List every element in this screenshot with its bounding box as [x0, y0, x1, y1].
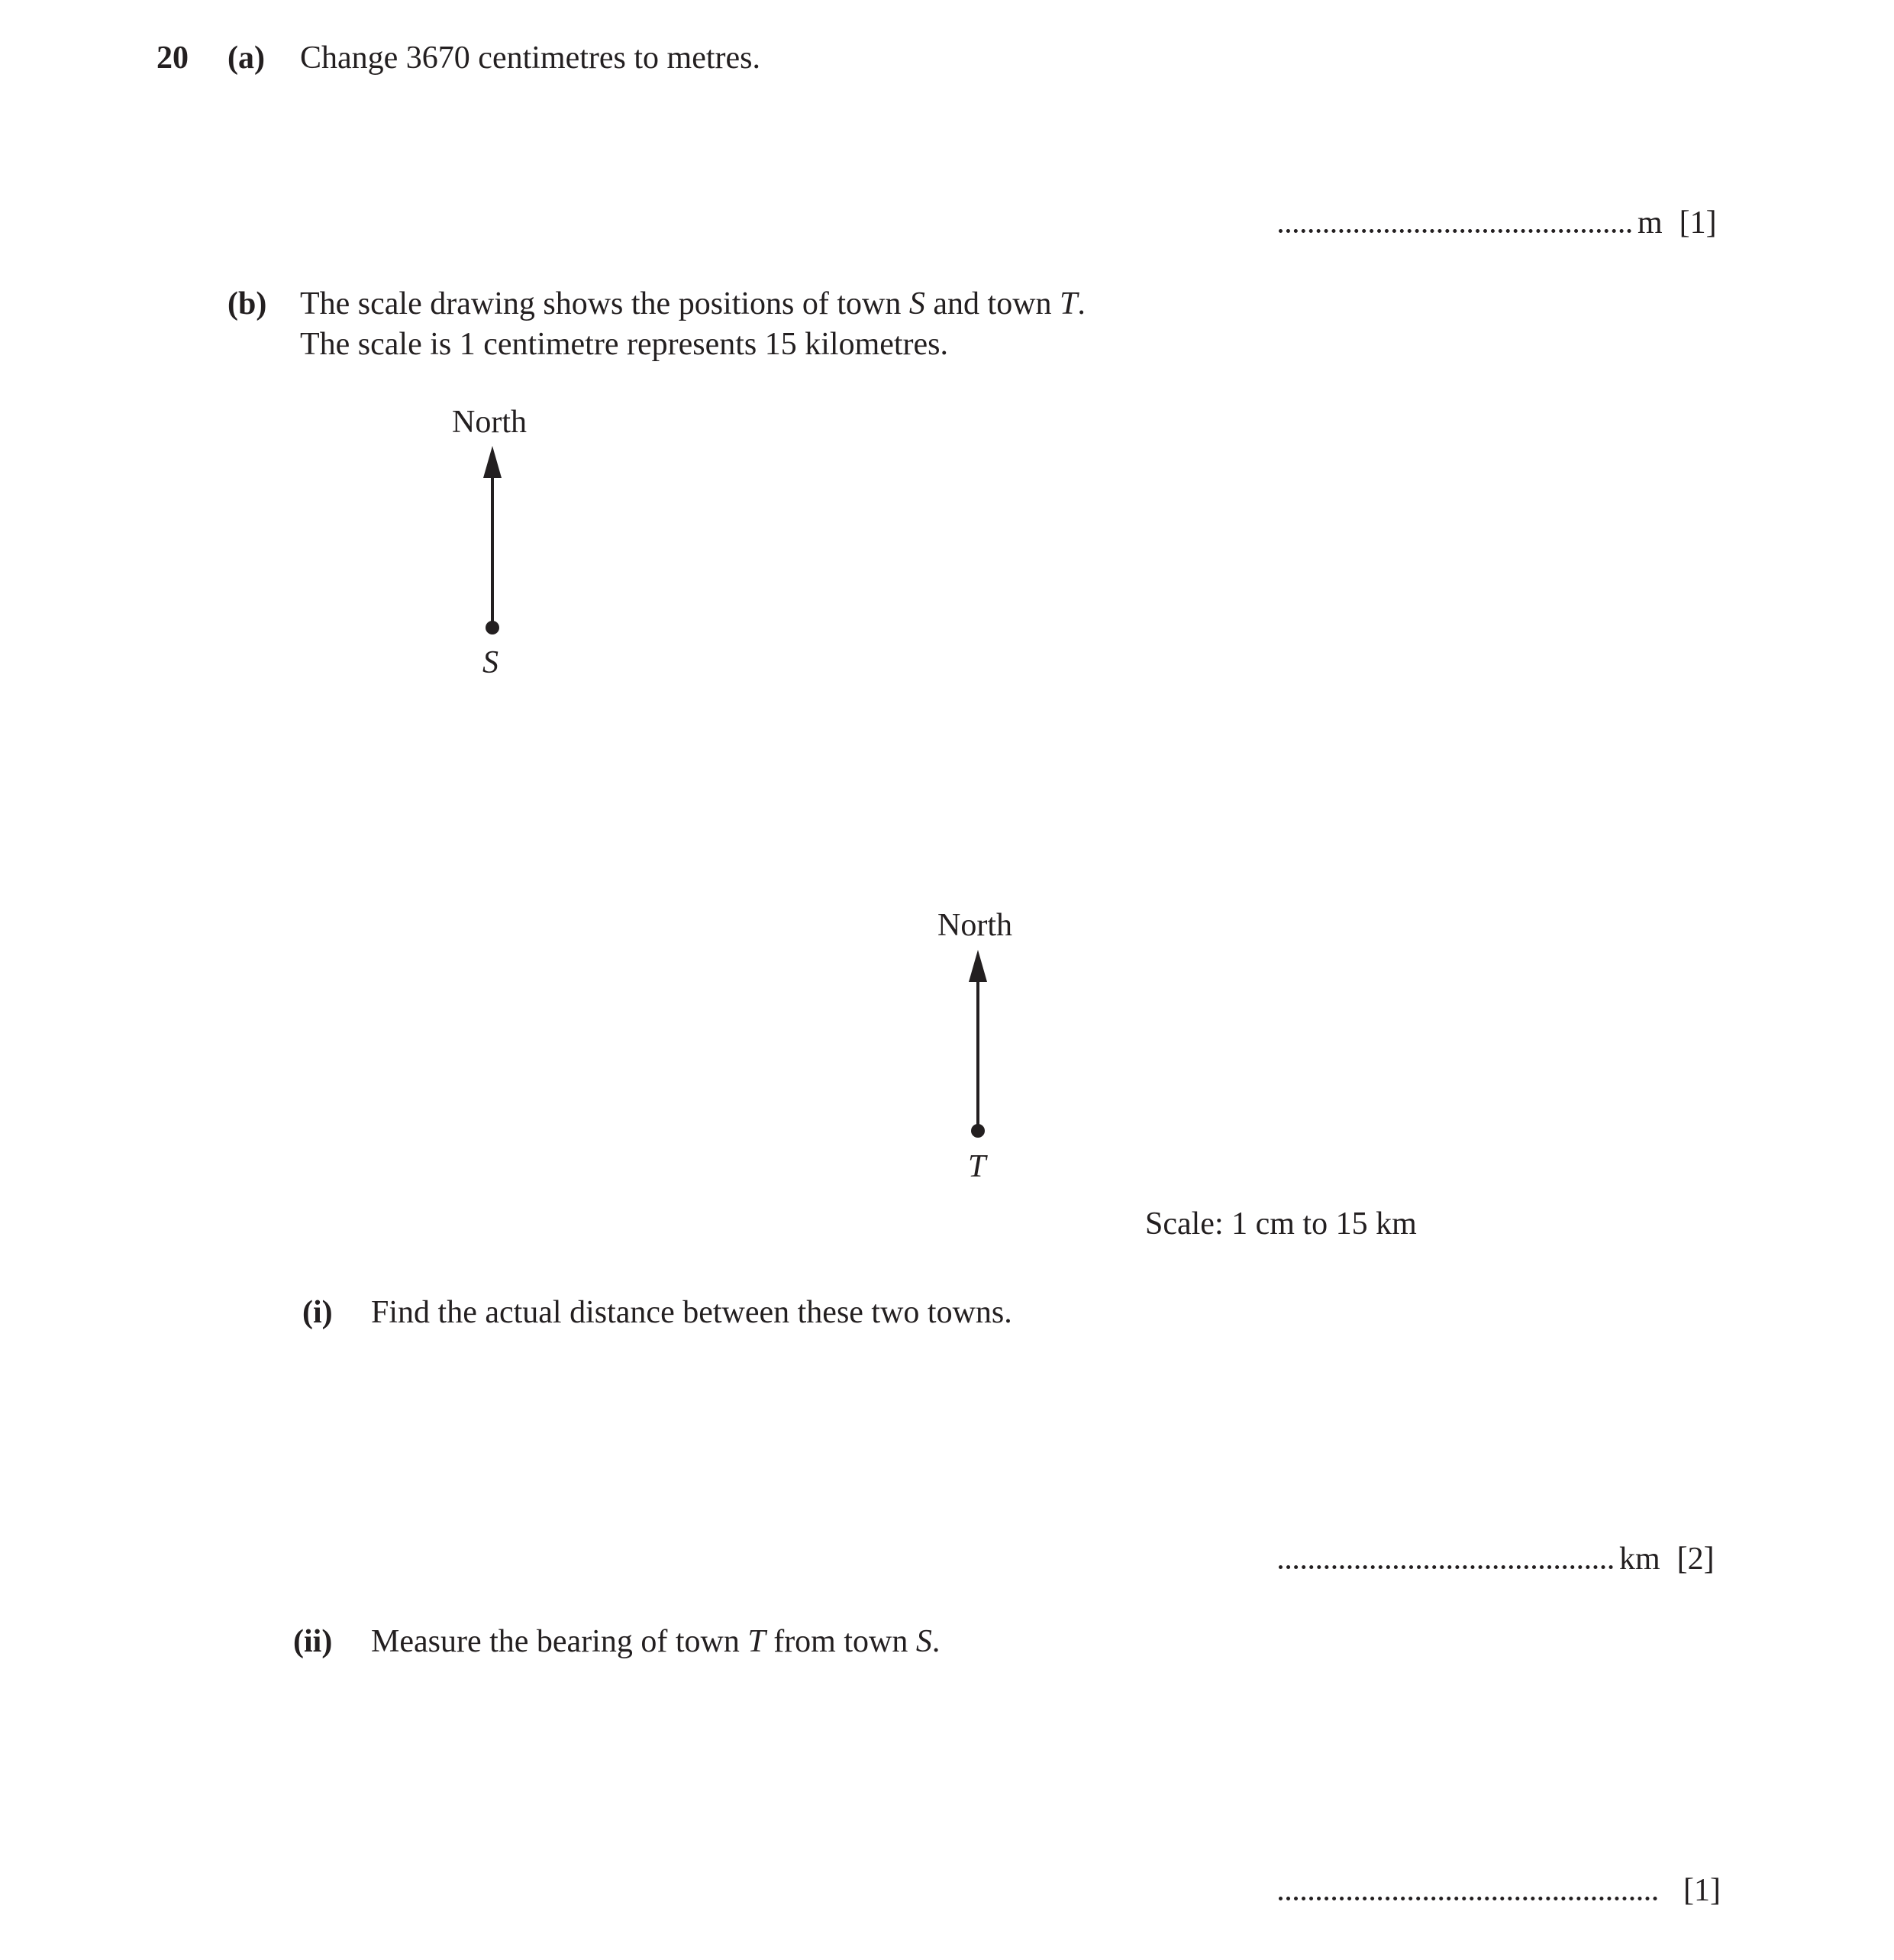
- part-i-unit: km: [1619, 1542, 1660, 1577]
- town-s-ref: S: [908, 286, 925, 321]
- part-ii-text-end: .: [931, 1624, 941, 1659]
- part-ii-marks: [1]: [1683, 1873, 1721, 1908]
- point-t: [971, 1124, 985, 1138]
- part-i-marks: [2]: [1676, 1542, 1715, 1577]
- answer-dots: [1279, 1542, 1613, 1569]
- part-i-answer-line[interactable]: [1279, 1542, 1715, 1575]
- part-i-text: Find the actual distance between these two towns.: [371, 1295, 1012, 1330]
- part-b-line1-end: .: [1077, 286, 1086, 321]
- question-number: 20: [156, 40, 189, 76]
- part-ii-label: (ii): [293, 1624, 333, 1659]
- part-a-unit: m: [1637, 205, 1663, 241]
- point-t-label: T: [968, 1149, 986, 1184]
- part-b-line1-mid: and town: [924, 286, 1060, 321]
- part-b-label: (b): [227, 286, 267, 321]
- part-b-line1-pre: The scale drawing shows the positions of town: [300, 286, 909, 321]
- north-arrow-t: [969, 950, 987, 1131]
- scale-label: Scale: 1 cm to 15 km: [1145, 1206, 1417, 1242]
- north-arrow-s: [483, 446, 502, 628]
- point-s: [486, 621, 499, 634]
- part-a-text: Change 3670 centimetres to metres.: [300, 40, 760, 76]
- part-ii-text-mid: from town: [765, 1624, 916, 1659]
- point-s-label: S: [482, 645, 499, 680]
- part-a-label: (a): [227, 40, 265, 76]
- answer-dots: [1279, 1874, 1657, 1900]
- part-ii-text: [371, 1626, 940, 1658]
- part-a-marks: [1]: [1679, 205, 1717, 241]
- part-b-line2: The scale is 1 centimetre represents 15 kilometres.: [300, 327, 949, 362]
- part-i-label: (i): [302, 1295, 333, 1330]
- town-s-ref-ii: S: [915, 1624, 932, 1659]
- north-label-s: North: [452, 405, 527, 440]
- town-t-ref: T: [1060, 286, 1078, 321]
- town-t-ref-ii: T: [747, 1624, 766, 1659]
- north-label-t: North: [937, 908, 1012, 943]
- part-ii-text-pre: Measure the bearing of town: [371, 1624, 748, 1659]
- part-ii-answer-line[interactable]: [1279, 1874, 1721, 1907]
